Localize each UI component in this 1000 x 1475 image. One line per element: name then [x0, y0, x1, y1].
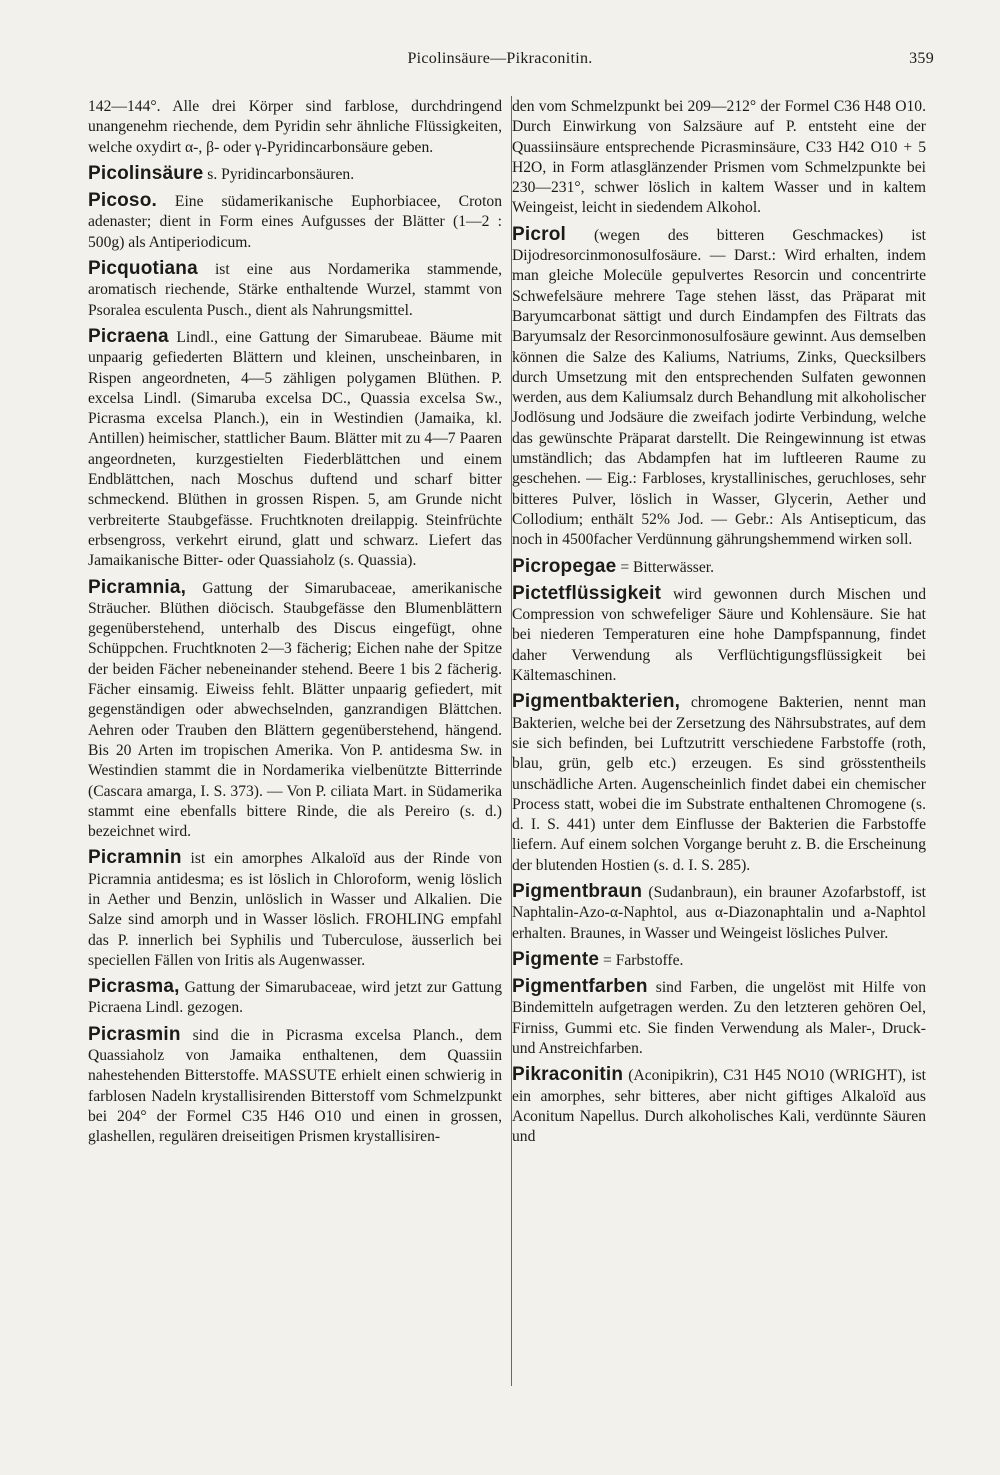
entry-heading: Picrasma,	[88, 976, 180, 998]
entry-text: Gattung der Simarubaceae, amerikanische Sträucher. Blüthen diöcisch. Staubgefässe den Blumenblättern gegenüberstehend, unterhalb des Discus eingefügt, ohne Schüppchen. Fruchtknoten 2—3 fächerig; Eichen nahe der Spitze der beiden Fächer nebeneinander stehend. Beere 1 bis 2 fächerig. Fächer einsamig. Eiweiss fehlt. Blätter unpaarig gefiedert, mit gegenständigen oder abwechselnden, ganzrandigen Blättchen. Aehren oder Trauben den Blättern gegenüberstehend, hängend. Bis 20 Arten im tropischen Amerika. Von P. antidesma Sw. in Westindien stammt die in Nordamerika vielbenützte Bitterrinde (Cascara amarga, I. S. 373). — Von P. ciliata Mart. in Südamerika stammt eine ebenfalls bittere Rinde, die als Pereiro (s. d.) bezeichnet wird.	[88, 579, 502, 841]
entry-text: = Farbstoffe.	[599, 951, 684, 969]
entry	[512, 692, 926, 876]
entry	[88, 977, 502, 1019]
entry	[512, 950, 926, 971]
entry-text: (Sudanbraun), ein brauner Azofarbstoff, ist Naphtalin-Azo-α-Naphtol, aus α-Diazonaphtalin und a-Naphtol erhalten. Braunes, in Wasser und Weingeist lösliches Pulver.	[512, 883, 926, 942]
entry	[88, 96, 502, 158]
entry	[88, 327, 502, 572]
entry	[512, 96, 926, 219]
entry-text: (wegen des bitteren Geschmackes) ist Dijodresorcinmonosulfosäure. — Darst.: Wird erhalten, indem man gleiche Molecüle gepulvertes Resorcin und concentrirte Schwefelsäure mehrere Tage stehen lässt, das Präparat mit Baryumcarbonat sättigt und durch Eindampfen des Filtrats das Baryumsalz der Resorcinmonosulfosäure gewinnt. Aus demselben können die Salze des Kaliums, Natriums, Zinks, Quecksilbers durch Umsetzung mit den entsprechenden Sulfaten gewonnen werden, aus dem Kaliumsalz durch Behandlung mit alkoholischer Jodlösung und Jodsäure die zweifach jodirte Verbindung, welche das gewünschte Präparat darstellt. Die Reingewinnung ist etwas umständlich; das Abdampfen hat im luftleeren Raume zu geschehen. — Eig.: Farbloses, krystallinisches, geruchloses, sehr bitteres Pulver, löslich in Wasser, Glycerin, Aether und Collodium; enthält 52% Jod. — Gebr.: Als Antisepticum, das noch in 4500facher Verdünnung gährungshemmend wirken soll.	[512, 226, 926, 549]
entry-heading: Picramnia,	[88, 576, 187, 598]
page-number: 359	[909, 50, 934, 67]
entry-text: Lindl., eine Gattung der Simarubeae. Bäume mit unpaarig gefiederten Blättern und kleinen, unscheinbaren, in Rispen angeordneten, 4—5 zähligen polygamen Blüthen. P. excelsa Lindl. (Simaruba excelsa DC., Quassia excelsa Sw., Picrasma excelsa Planch.), ein in Westindien (Jamaika, kl. Antillen) heimischer, stattlicher Baum. Blätter mit zu 4—7 Paaren angeordneten, kurzgestielten Fiederblättchen und einem Endblättchen, nach Moschus duftend und scharf bitter schmeckend. Blüthen in grossen Rispen. 5, am Grunde nicht verbreiterte Staubgefässe. Fruchtknoten dreilappig. Steinfrüchte erbsengross, verkehrt eirund, glatt und schwarz. Liefert das Jamaikanische Bitter- oder Quassiaholz (s. Quassia).	[88, 328, 502, 570]
entry-text: ist eine aus Nordamerika stammende, aromatisch riechende, Stärke enthaltende Wurzel, stammt von Psoralea esculenta Pusch., dient als Nahrungsmittel.	[88, 261, 502, 319]
entry-text: 142—144°. Alle drei Körper sind farblose, durchdringend unangenehm riechende, dem Pyridin sehr ähnliche Flüssigkeiten, welche oxydirt α-, β- oder γ-Pyridincarbonsäure geben.	[88, 98, 502, 156]
entry-heading: Picquotiana	[88, 258, 198, 280]
entry	[88, 848, 502, 971]
entry	[88, 578, 502, 843]
entry-text: = Bitterwässer.	[616, 558, 715, 576]
entry	[88, 1025, 502, 1148]
entry-heading: Pikraconitin	[512, 1064, 624, 1086]
entry-text: sind Farben, die ungelöst mit Hilfe von Bindemitteln aufgetragen werden. Zu den letzteren gehören Oel, Firniss, Gummi etc. Sie finden Verwendung als Maler-, Druck- und Anstreichfarben.	[512, 979, 926, 1058]
entry-text: ist ein amorphes Alkaloïd aus der Rinde von Picramnia antidesma; es ist löslich in Chloroform, wenig löslich in Aether und Benzin, unlöslich in Wasser und Alkalien. Die Salze sind amorph und in Wasser löslich. FROHLING empfahl das P. innerlich bei Syphilis und Tuberculose, äusserlich bei speciellen Fällen von Iritis als Augenwasser.	[88, 850, 502, 969]
entry-heading: Pigmente	[512, 948, 600, 970]
entry-text: sind die in Picrasma excelsa Planch., dem Quassiaholz von Jamaika enthaltenen, dem Quassiin nahestehenden Bitterstoffe. MASSUTE erhielt einen schwierig in farblosen Nadeln krystallisirenden Bitterstoff vom Schmelzpunkt bei 204° der Formel C35 H46 O10 und einen in grossen, glashellen, regulären dreiseitigen Prismen krystallisiren-	[88, 1026, 502, 1146]
entry-heading: Pigmentbakterien,	[512, 691, 681, 713]
running-title: Picolinsäure—Pikraconitin.	[407, 50, 593, 67]
entry	[512, 557, 926, 578]
entry	[512, 225, 926, 551]
entry	[512, 977, 926, 1059]
entry	[88, 259, 502, 321]
right-column	[512, 96, 926, 1396]
entry-heading: Picolinsäure	[88, 162, 204, 184]
entry-text: Eine südamerikanische Euphorbiacee, Croton adenaster; dient in Form eines Aufgusses der Blätter (1—2 : 500g) als Antiperiodicum.	[88, 193, 502, 251]
entry	[512, 882, 926, 944]
entry-heading: Picropegae	[512, 555, 617, 577]
running-head	[0, 46, 1000, 72]
entry-heading: Pigmentbraun	[512, 880, 643, 902]
entry-heading: Picrasmin	[88, 1023, 181, 1045]
entry-heading: Picoso.	[88, 190, 157, 212]
entry-text: wird gewonnen durch Mischen und Compression von schwefeliger Säure und Kohlensäure. Sie hat bei niederen Temperaturen eine hohe Dampfspannung, findet daher Verwendung als Verflüchtigungsflüssigkeit bei Kältemaschinen.	[512, 585, 926, 685]
left-column	[88, 96, 502, 1396]
entry-text: chromogene Bakterien, nennt man Bakterien, welche bei der Zersetzung des Nährsubstrates, auf dem sie sich befinden, bei Luftzutritt verschiedene Farbstoffe (roth, blau, grün, gelb etc.) erzeugen. Es sind grösstentheils unschädliche Arten. Augenscheinlich findet dabei ein chemischer Process statt, wobei die im Substrate enthaltenen Chromogene (s. d. I. S. 441) unter dem Einflusse der Bakterien die Farbstoffe liefern. Auf einem solchen Vorgange beruht z. B. die Erscheinung der blutenden Hostien (s. d. I. S. 285).	[512, 694, 926, 874]
entry	[88, 164, 502, 185]
entry	[512, 584, 926, 686]
entry	[88, 191, 502, 253]
entry-text: Gattung der Simarubaceae, wird jetzt zur Gattung Picraena Lindl. gezogen.	[88, 979, 502, 1017]
entry-text: (Aconipikrin), C31 H45 NO10 (WRIGHT), ist ein amorphes, sehr bitteres, aber nicht giftiges Alkaloïd aus Aconitum Napellus. Durch alkoholisches Kali, verdünnte Säuren und	[512, 1067, 926, 1146]
entry-heading: Pigmentfarben	[512, 976, 648, 998]
entry-heading: Picramnin	[88, 847, 182, 869]
entry-text: den vom Schmelzpunkt bei 209—212° der Formel C36 H48 O10. Durch Einwirkung von Salzsäure auf P. entsteht eine der Quassiinsäure entsprechende Picrasminsäure, C33 H42 O10 + 5 H2O, in Form atlasglänzender Prismen vom Schmelzpunkte bei 230—231°, schwer löslich in kaltem Wasser und in kaltem Weingeist, leicht in siedendem Alkohol.	[512, 98, 926, 217]
entry-heading: Picraena	[88, 325, 169, 347]
entry-heading: Picrol	[512, 223, 566, 245]
entry	[512, 1065, 926, 1147]
entry-text: s. Pyridincarbonsäuren.	[203, 165, 355, 183]
text-columns	[88, 96, 940, 1396]
entry-heading: Pictetflüssigkeit	[512, 582, 662, 604]
